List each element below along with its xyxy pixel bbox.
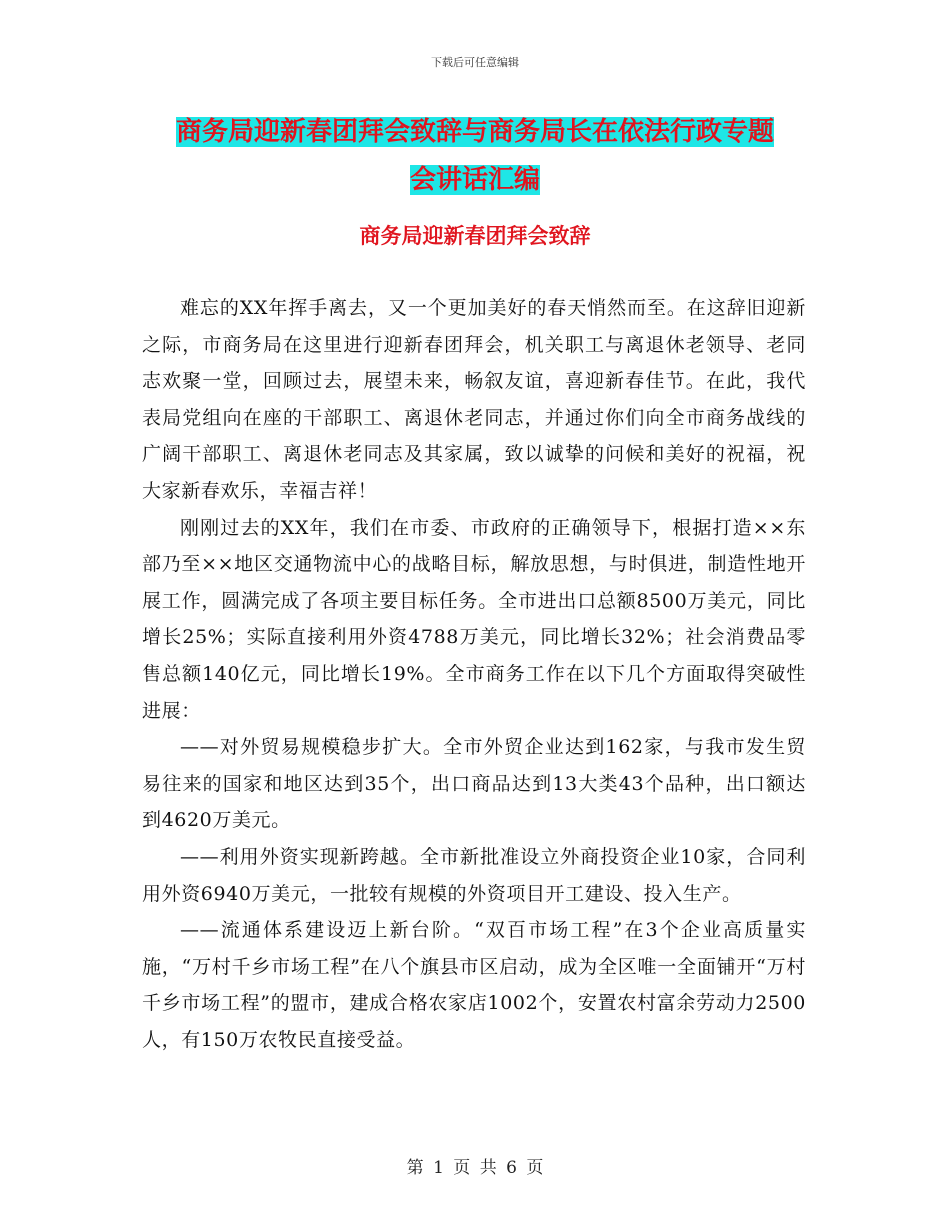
paragraph: 难忘的XX年挥手离去，又一个更加美好的春天悄然而至。在这辞旧迎新之际，市商务局在这里进行迎新春团拜会，机关职工与离退休老领导、老同志欢聚一堂，回顾过去，展望未来，畅叙友谊，喜迎新春佳节。在此，我代表局党组向在座的干部职工、离退休老同志，并通过你们向全市商务战线的广阔干部职工、离退休老同志及其家属，致以诚挚的问候和美好的祝福，祝大家新春欢乐，幸福吉祥！ xyxy=(142,297,806,502)
paragraph: ——对外贸易规模稳步扩大。全市外贸企业达到162家，与我市发生贸易往来的国家和地区达到35个，出口商品达到13大类43个品种，出口额达到4620万美元。 xyxy=(142,736,806,832)
document-title-line-2: 会讲话汇编 xyxy=(409,165,540,195)
section-title: 商务局迎新春团拜会致辞 xyxy=(359,224,591,248)
paragraph: ——流通体系建设迈上新台阶。“双百市场工程”在3个企业高质量实施，“万村千乡市场工程”在八个旗县市区启动，成为全区唯一全面铺开“万村千乡市场工程”的盟市，建成合格农家店1002个，安置农村富余劳动力2500人，有150万农牧民直接受益。 xyxy=(142,919,806,1051)
body-text xyxy=(142,290,806,1058)
document-title xyxy=(140,108,810,204)
header-note: 下载后可任意编辑 xyxy=(431,56,519,69)
page-number-footer: 第 1 页 共 6 页 xyxy=(406,1158,544,1178)
paragraph: 刚刚过去的XX年，我们在市委、市政府的正确领导下，根据打造××东部乃至××地区交通物流中心的战略目标，解放思想，与时俱进，制造性地开展工作，圆满完成了各项主要目标任务。全市进出口总额8500万美元，同比增长25%；实际直接利用外资4788万美元，同比增长32%；社会消费品零售总额140亿元，同比增长19%。全市商务工作在以下几个方面取得突破性进展： xyxy=(142,516,806,722)
document-title-line-1: 商务局迎新春团拜会致辞与商务局长在依法行政专题 xyxy=(175,117,774,147)
paragraph: ——利用外资实现新跨越。全市新批准设立外商投资企业10家，合同利用外资6940万美元，一批较有规模的外资项目开工建设、投入生产。 xyxy=(142,845,806,905)
